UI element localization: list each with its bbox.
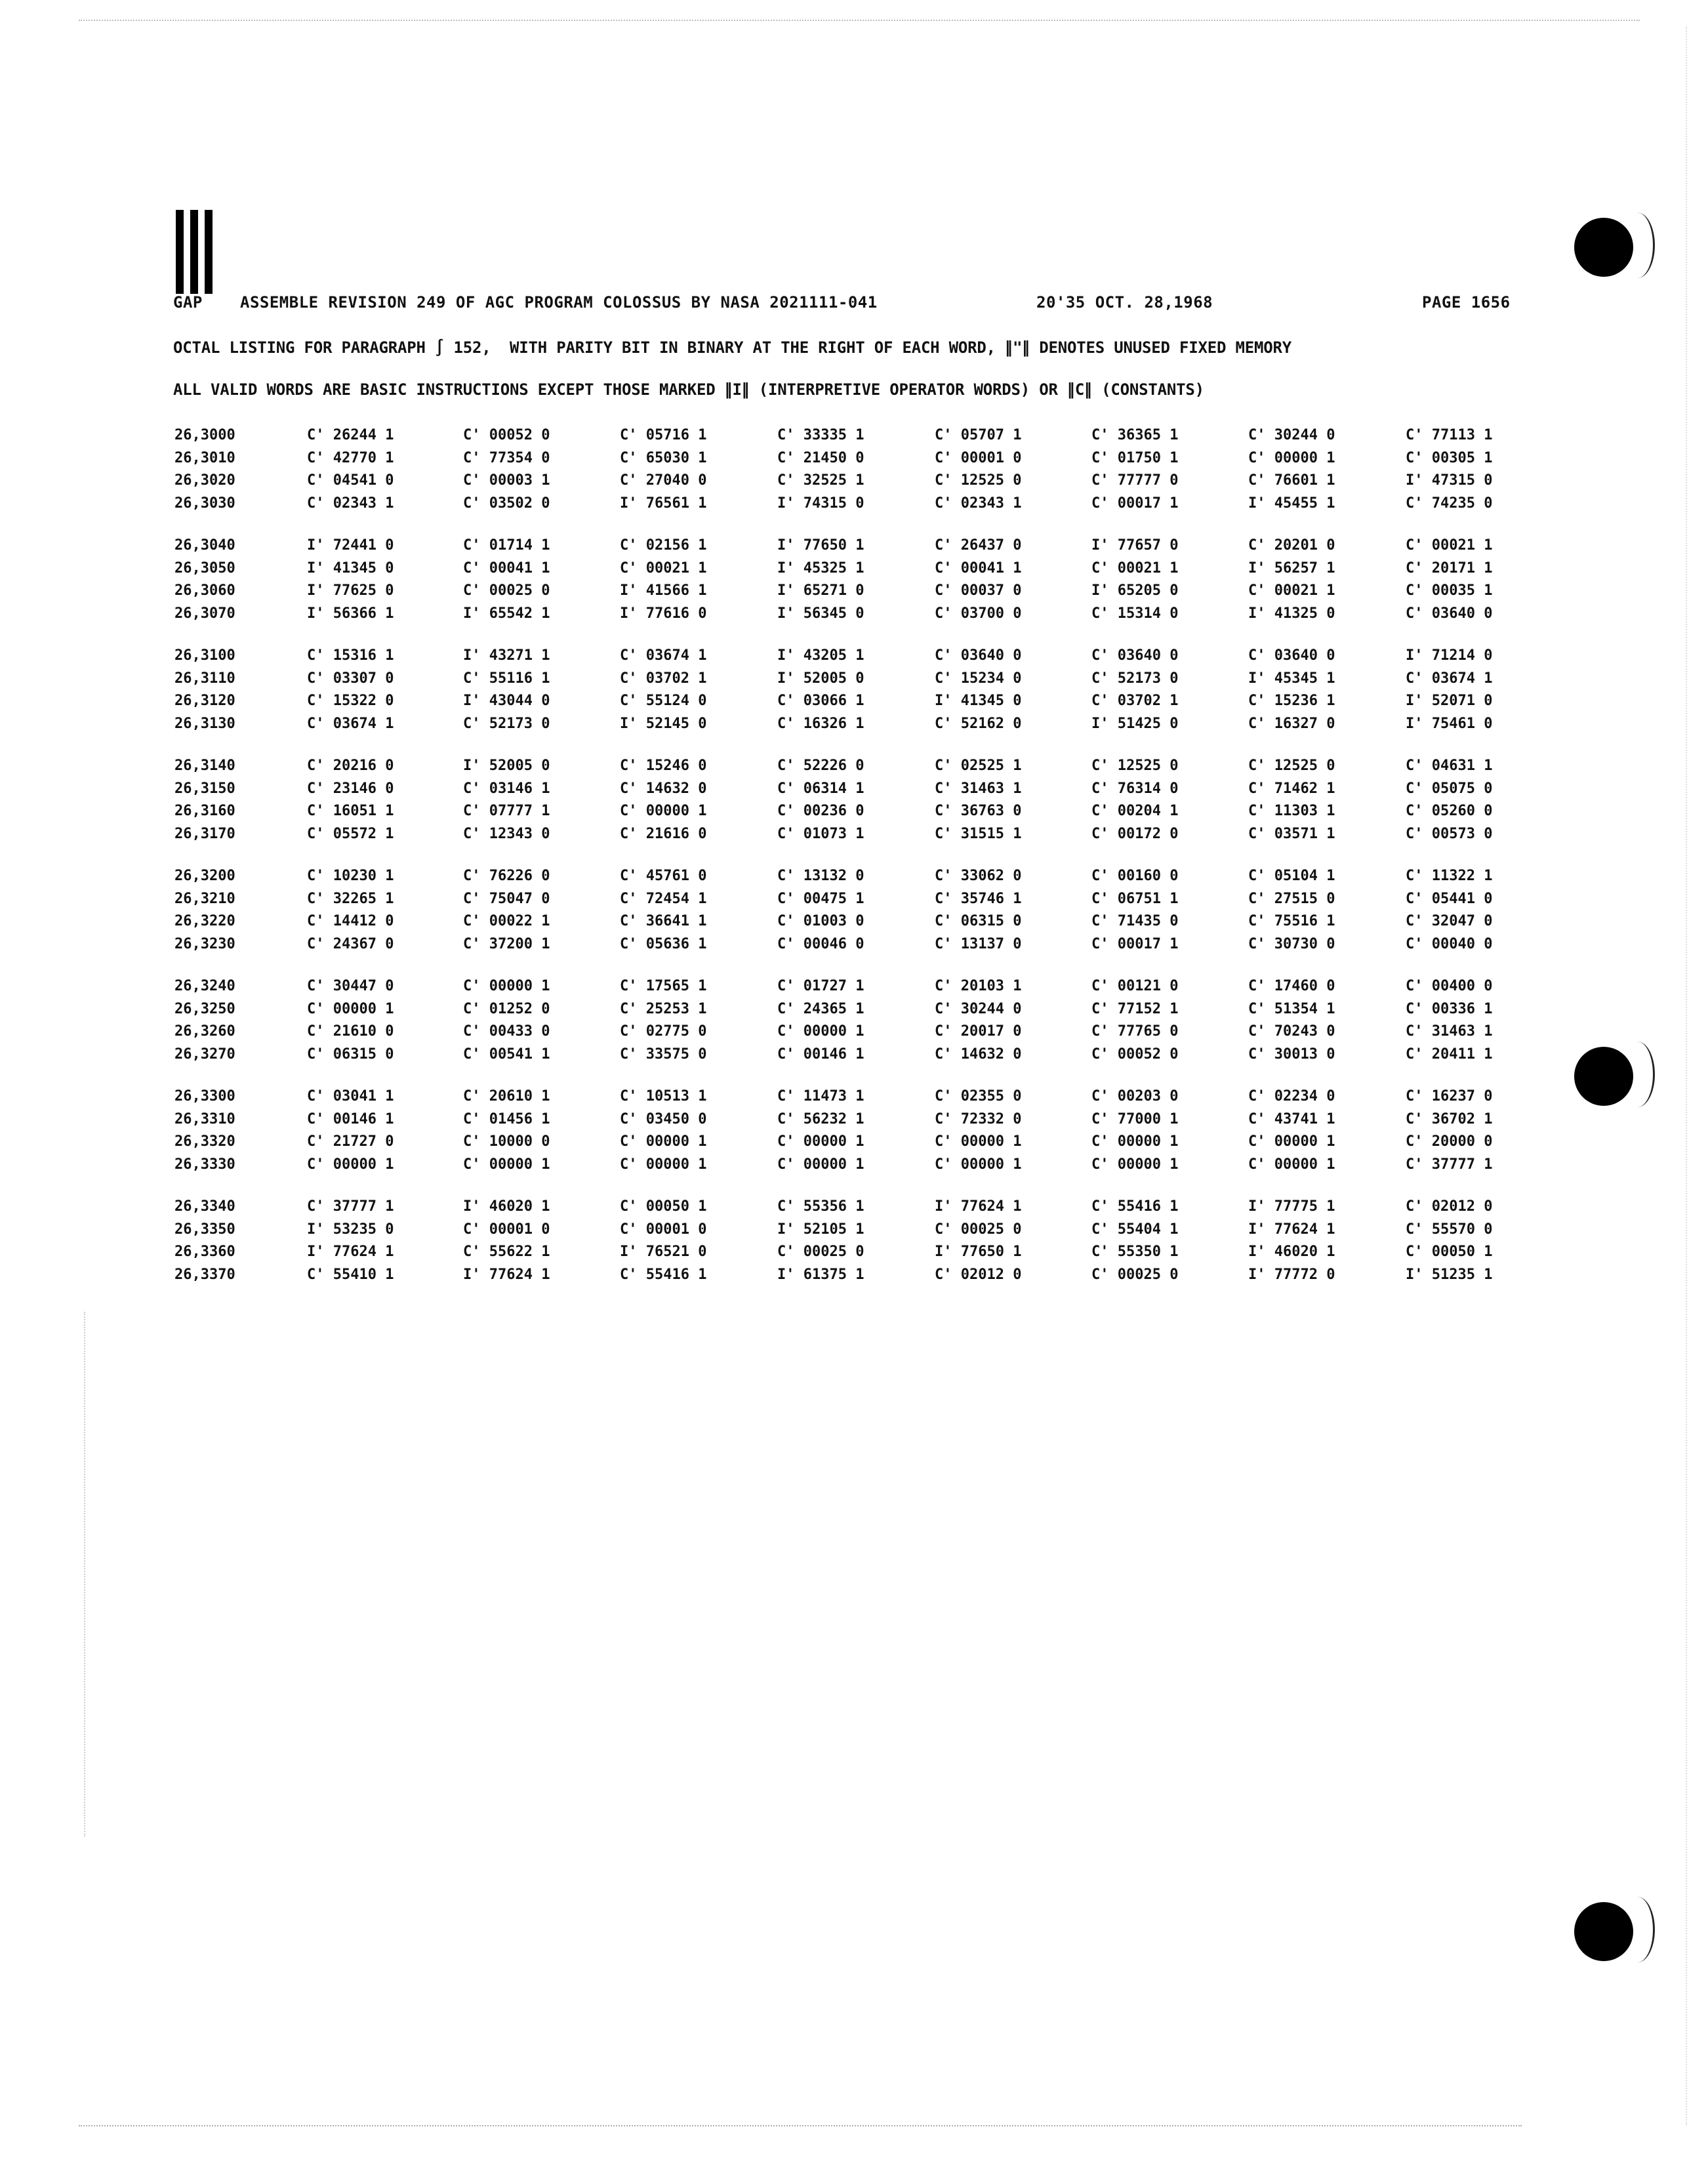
octal-word: C' 00025 0 <box>463 582 550 599</box>
octal-word: C' 77000 1 <box>1091 1110 1179 1127</box>
octal-word: I' 77616 0 <box>620 605 707 622</box>
octal-word: I' 52105 1 <box>777 1221 864 1238</box>
octal-word: C' 00541 1 <box>463 1045 550 1063</box>
octal-word: C' 00000 1 <box>1091 1156 1179 1173</box>
octal-word: C' 00017 1 <box>1091 935 1179 952</box>
octal-word: C' 12343 0 <box>463 825 550 842</box>
octal-word: C' 72332 0 <box>935 1110 1022 1127</box>
octal-word: C' 20000 0 <box>1406 1133 1493 1150</box>
listing-legend: ALL VALID WORDS ARE BASIC INSTRUCTIONS EXCEPT THOSE MARKED ∥I∥ (INTERPRETIVE OPERATOR WORDS) OR ∥C∥ (CONSTANTS) <box>173 380 1204 399</box>
octal-word: C' 27515 0 <box>1248 890 1335 907</box>
octal-word: C' 52162 0 <box>935 715 1022 732</box>
octal-word: I' 52005 0 <box>463 758 550 774</box>
address-label: 26,3210 <box>174 890 235 907</box>
octal-word: C' 00000 1 <box>620 1133 707 1150</box>
octal-word: C' 02343 1 <box>935 495 1022 512</box>
page-number: PAGE 1656 <box>1422 293 1511 312</box>
octal-word: C' 03674 1 <box>620 647 707 664</box>
octal-word: C' 06315 0 <box>307 1045 394 1063</box>
octal-word: C' 05104 1 <box>1248 868 1335 884</box>
octal-word: I' 77650 1 <box>777 537 864 554</box>
octal-word: C' 21727 0 <box>307 1133 394 1150</box>
octal-word: I' 65542 1 <box>463 605 550 622</box>
header-code: GAP <box>173 293 203 312</box>
octal-word: C' 33575 0 <box>620 1045 707 1063</box>
octal-word: C' 03502 0 <box>463 495 550 512</box>
octal-word: C' 02775 0 <box>620 1023 707 1040</box>
octal-word: C' 36365 1 <box>1091 427 1179 443</box>
octal-word: C' 77113 1 <box>1406 427 1493 443</box>
octal-word: I' 56366 1 <box>307 605 394 622</box>
octal-word: C' 25253 1 <box>620 1000 707 1017</box>
assembly-date: 20'35 OCT. 28,1968 <box>1036 293 1213 312</box>
octal-word: C' 30013 0 <box>1248 1045 1335 1063</box>
octal-word: C' 02525 1 <box>935 758 1022 774</box>
octal-word: I' 77624 1 <box>463 1266 550 1283</box>
listing-description: OCTAL LISTING FOR PARAGRAPH ∫ 152, WITH PARITY BIT IN BINARY AT THE RIGHT OF EACH WORD, ∥"∥ DENOTES UNUSED FIXED MEMORY <box>173 338 1292 357</box>
octal-word: C' 02012 0 <box>935 1266 1022 1283</box>
octal-word: C' 27040 0 <box>620 472 707 489</box>
octal-word: C' 00025 0 <box>935 1221 1022 1238</box>
octal-word: C' 07777 1 <box>463 803 550 820</box>
octal-word: C' 05441 0 <box>1406 890 1493 907</box>
octal-word: C' 00000 1 <box>1248 449 1335 466</box>
octal-word: C' 16326 1 <box>777 715 864 732</box>
octal-word: C' 77152 1 <box>1091 1000 1179 1017</box>
octal-word: I' 43044 0 <box>463 693 550 710</box>
octal-word: C' 13132 0 <box>777 868 864 884</box>
octal-word: I' 71214 0 <box>1406 647 1493 664</box>
octal-word: C' 03702 1 <box>1091 693 1179 710</box>
address-label: 26,3330 <box>174 1156 235 1173</box>
octal-word: C' 77354 0 <box>463 449 550 466</box>
octal-word: C' 00000 1 <box>463 1156 550 1173</box>
octal-word: C' 00003 1 <box>463 472 550 489</box>
address-label: 26,3320 <box>174 1133 235 1150</box>
octal-word: C' 01073 1 <box>777 825 864 842</box>
octal-word: C' 55116 1 <box>463 670 550 687</box>
octal-word: C' 15316 1 <box>307 647 394 664</box>
octal-word: C' 00050 1 <box>620 1198 707 1215</box>
octal-word: C' 30447 0 <box>307 978 394 994</box>
address-label: 26,3120 <box>174 693 235 710</box>
octal-word: I' 45455 1 <box>1248 495 1335 512</box>
octal-word: C' 05260 0 <box>1406 803 1493 820</box>
octal-word: C' 32047 0 <box>1406 913 1493 930</box>
octal-word: C' 05075 0 <box>1406 780 1493 797</box>
octal-word: C' 20103 1 <box>935 978 1022 994</box>
octal-word: C' 00050 1 <box>1406 1244 1493 1261</box>
address-label: 26,3170 <box>174 825 235 842</box>
octal-word: C' 77765 0 <box>1091 1023 1179 1040</box>
octal-word: C' 30244 0 <box>1248 427 1335 443</box>
octal-word: I' 41345 0 <box>307 559 394 577</box>
octal-word: C' 55350 1 <box>1091 1244 1179 1261</box>
octal-word: C' 00336 1 <box>1406 1000 1493 1017</box>
address-label: 26,3300 <box>174 1088 235 1105</box>
octal-word: C' 00000 1 <box>1248 1133 1335 1150</box>
octal-word: C' 03674 1 <box>307 715 394 732</box>
octal-word: C' 02234 0 <box>1248 1088 1335 1105</box>
octal-word: C' 74235 0 <box>1406 495 1493 512</box>
octal-word: C' 30730 0 <box>1248 935 1335 952</box>
octal-word: C' 00000 1 <box>777 1133 864 1150</box>
octal-word: C' 00305 1 <box>1406 449 1493 466</box>
octal-word: C' 35746 1 <box>935 890 1022 907</box>
octal-word: C' 06751 1 <box>1091 890 1179 907</box>
octal-word: C' 36641 1 <box>620 913 707 930</box>
address-label: 26,3130 <box>174 715 235 732</box>
octal-word: C' 31463 1 <box>935 780 1022 797</box>
octal-word: C' 00021 1 <box>1406 537 1493 554</box>
octal-word: C' 26437 0 <box>935 537 1022 554</box>
octal-word: C' 11303 1 <box>1248 803 1335 820</box>
octal-word: I' 56345 0 <box>777 605 864 622</box>
octal-word: C' 13137 0 <box>935 935 1022 952</box>
octal-word: C' 43741 1 <box>1248 1110 1335 1127</box>
address-label: 26,3270 <box>174 1045 235 1063</box>
octal-word: I' 45345 1 <box>1248 670 1335 687</box>
octal-word: C' 16051 1 <box>307 803 394 820</box>
octal-word: C' 00000 1 <box>777 1156 864 1173</box>
octal-word: I' 51425 0 <box>1091 715 1179 732</box>
octal-word: C' 00475 1 <box>777 890 864 907</box>
octal-word: C' 11322 1 <box>1406 868 1493 884</box>
octal-word: C' 42770 1 <box>307 449 394 466</box>
address-label: 26,3310 <box>174 1110 235 1127</box>
octal-word: I' 77625 0 <box>307 582 394 599</box>
address-label: 26,3260 <box>174 1023 235 1040</box>
octal-word: C' 00000 1 <box>620 803 707 820</box>
octal-word: I' 76521 0 <box>620 1244 707 1261</box>
octal-word: C' 20171 1 <box>1406 559 1493 577</box>
octal-word: C' 36763 0 <box>935 803 1022 820</box>
octal-word: C' 00146 1 <box>777 1045 864 1063</box>
octal-word: C' 20017 0 <box>935 1023 1022 1040</box>
address-label: 26,3250 <box>174 1000 235 1017</box>
octal-word: C' 01750 1 <box>1091 449 1179 466</box>
octal-word: C' 03307 0 <box>307 670 394 687</box>
octal-word: C' 00000 1 <box>463 978 550 994</box>
octal-word: C' 03674 1 <box>1406 670 1493 687</box>
octal-word: C' 01003 0 <box>777 913 864 930</box>
octal-word: C' 71462 1 <box>1248 780 1335 797</box>
octal-word: C' 55570 0 <box>1406 1221 1493 1238</box>
octal-word: C' 03450 0 <box>620 1110 707 1127</box>
octal-word: I' 53235 0 <box>307 1221 394 1238</box>
octal-word: C' 00001 0 <box>935 449 1022 466</box>
octal-word: C' 00204 1 <box>1091 803 1179 820</box>
octal-word: C' 15236 1 <box>1248 693 1335 710</box>
octal-word: C' 04541 0 <box>307 472 394 489</box>
octal-word: C' 02012 0 <box>1406 1198 1493 1215</box>
octal-word: C' 00025 0 <box>1091 1266 1179 1283</box>
octal-word: C' 02343 1 <box>307 495 394 512</box>
octal-word: C' 21610 0 <box>307 1023 394 1040</box>
octal-word: C' 00041 1 <box>935 559 1022 577</box>
octal-word: C' 12525 0 <box>935 472 1022 489</box>
octal-word: C' 03640 0 <box>1248 647 1335 664</box>
octal-word: C' 00040 0 <box>1406 935 1493 952</box>
octal-word: C' 30244 0 <box>935 1000 1022 1017</box>
octal-word: I' 52145 0 <box>620 715 707 732</box>
octal-word: C' 33062 0 <box>935 868 1022 884</box>
octal-word: C' 52226 0 <box>777 758 864 774</box>
octal-word: I' 77657 0 <box>1091 537 1179 554</box>
octal-word: C' 37777 1 <box>307 1198 394 1215</box>
address-label: 26,3340 <box>174 1198 235 1215</box>
octal-word: C' 16327 0 <box>1248 715 1335 732</box>
octal-word: C' 03640 0 <box>1091 647 1179 664</box>
octal-word: C' 00000 1 <box>307 1156 394 1173</box>
octal-word: C' 23146 0 <box>307 780 394 797</box>
octal-word: I' 41566 1 <box>620 582 707 599</box>
octal-word: C' 00236 0 <box>777 803 864 820</box>
address-label: 26,3100 <box>174 647 235 664</box>
octal-word: I' 77624 1 <box>307 1244 394 1261</box>
octal-word: C' 15314 0 <box>1091 605 1179 622</box>
octal-word: C' 02156 1 <box>620 537 707 554</box>
octal-word: C' 75516 1 <box>1248 913 1335 930</box>
octal-word: C' 03702 1 <box>620 670 707 687</box>
octal-word: C' 45761 0 <box>620 868 707 884</box>
octal-word: C' 37200 1 <box>463 935 550 952</box>
octal-word: C' 14412 0 <box>307 913 394 930</box>
address-label: 26,3160 <box>174 803 235 820</box>
octal-word: I' 51235 1 <box>1406 1266 1493 1283</box>
octal-word: C' 10000 0 <box>463 1133 550 1150</box>
address-label: 26,3030 <box>174 495 235 512</box>
octal-word: C' 15246 0 <box>620 758 707 774</box>
octal-word: C' 01456 1 <box>463 1110 550 1127</box>
octal-word: I' 47315 0 <box>1406 472 1493 489</box>
octal-word: C' 00037 0 <box>935 582 1022 599</box>
octal-word: C' 55622 1 <box>463 1244 550 1261</box>
octal-word: C' 72454 1 <box>620 890 707 907</box>
octal-word: C' 75047 0 <box>463 890 550 907</box>
octal-word: C' 00046 0 <box>777 935 864 952</box>
octal-word: C' 65030 1 <box>620 449 707 466</box>
address-label: 26,3230 <box>174 935 235 952</box>
octal-word: C' 31463 1 <box>1406 1023 1493 1040</box>
octal-word: I' 75461 0 <box>1406 715 1493 732</box>
octal-word: C' 03041 1 <box>307 1088 394 1105</box>
octal-word: C' 03066 1 <box>777 693 864 710</box>
octal-word: C' 10513 1 <box>620 1088 707 1105</box>
octal-word: C' 15234 0 <box>935 670 1022 687</box>
address-label: 26,3070 <box>174 605 235 622</box>
octal-word: C' 55410 1 <box>307 1266 394 1283</box>
octal-word: C' 76601 1 <box>1248 472 1335 489</box>
octal-word: I' 41345 0 <box>935 693 1022 710</box>
octal-word: C' 00000 1 <box>1248 1156 1335 1173</box>
octal-word: C' 03700 0 <box>935 605 1022 622</box>
octal-word: I' 77650 1 <box>935 1244 1022 1261</box>
octal-word: C' 06315 0 <box>935 913 1022 930</box>
address-label: 26,3200 <box>174 868 235 884</box>
octal-word: I' 52005 0 <box>777 670 864 687</box>
octal-word: C' 56232 1 <box>777 1110 864 1127</box>
octal-word: C' 14632 0 <box>935 1045 1022 1063</box>
address-label: 26,3110 <box>174 670 235 687</box>
octal-word: C' 00035 1 <box>1406 582 1493 599</box>
octal-word: C' 24367 0 <box>307 935 394 952</box>
octal-word: C' 70243 0 <box>1248 1023 1335 1040</box>
octal-word: C' 00203 0 <box>1091 1088 1179 1105</box>
octal-word: C' 00000 1 <box>777 1023 864 1040</box>
address-label: 26,3020 <box>174 472 235 489</box>
octal-word: C' 00172 0 <box>1091 825 1179 842</box>
octal-word: C' 05636 1 <box>620 935 707 952</box>
octal-word: C' 14632 0 <box>620 780 707 797</box>
octal-word: C' 00017 1 <box>1091 495 1179 512</box>
octal-word: C' 36702 1 <box>1406 1110 1493 1127</box>
address-label: 26,3240 <box>174 978 235 994</box>
octal-word: I' 45325 1 <box>777 559 864 577</box>
octal-word: C' 37777 1 <box>1406 1156 1493 1173</box>
assembly-title: ASSEMBLE REVISION 249 OF AGC PROGRAM COLOSSUS BY NASA 2021111-041 <box>240 293 878 312</box>
octal-word: C' 00021 1 <box>1091 559 1179 577</box>
address-label: 26,3060 <box>174 582 235 599</box>
octal-word: C' 00433 0 <box>463 1023 550 1040</box>
octal-word: C' 00041 1 <box>463 559 550 577</box>
octal-word: C' 52173 0 <box>1091 670 1179 687</box>
octal-word: C' 00160 0 <box>1091 868 1179 884</box>
octal-word: I' 46020 1 <box>463 1198 550 1215</box>
octal-word: I' 43271 1 <box>463 647 550 664</box>
octal-word: C' 55416 1 <box>620 1266 707 1283</box>
address-label: 26,3140 <box>174 758 235 774</box>
octal-word: I' 72441 0 <box>307 537 394 554</box>
octal-word: I' 43205 1 <box>777 647 864 664</box>
octal-word: C' 12525 0 <box>1248 758 1335 774</box>
octal-word: I' 61375 1 <box>777 1266 864 1283</box>
octal-word: C' 06314 1 <box>777 780 864 797</box>
address-label: 26,3360 <box>174 1244 235 1261</box>
octal-word: C' 00000 1 <box>935 1133 1022 1150</box>
octal-word: C' 17565 1 <box>620 978 707 994</box>
octal-word: I' 76561 1 <box>620 495 707 512</box>
octal-word: I' 77624 1 <box>935 1198 1022 1215</box>
octal-word: C' 20411 1 <box>1406 1045 1493 1063</box>
octal-word: C' 55124 0 <box>620 693 707 710</box>
octal-word: I' 77624 1 <box>1248 1221 1335 1238</box>
octal-word: C' 00001 0 <box>620 1221 707 1238</box>
octal-word: C' 00021 1 <box>1248 582 1335 599</box>
octal-word: C' 00000 1 <box>1091 1133 1179 1150</box>
octal-word: C' 00000 1 <box>935 1156 1022 1173</box>
octal-word: C' 51354 1 <box>1248 1000 1335 1017</box>
octal-word: C' 00000 1 <box>307 1000 394 1017</box>
address-label: 26,3350 <box>174 1221 235 1238</box>
octal-word: C' 55404 1 <box>1091 1221 1179 1238</box>
octal-word: C' 03146 1 <box>463 780 550 797</box>
octal-word: C' 15322 0 <box>307 693 394 710</box>
octal-word: C' 76226 0 <box>463 868 550 884</box>
octal-word: C' 76314 0 <box>1091 780 1179 797</box>
address-label: 26,3040 <box>174 537 235 554</box>
octal-word: C' 00052 0 <box>1091 1045 1179 1063</box>
octal-word: C' 10230 1 <box>307 868 394 884</box>
octal-word: C' 03640 0 <box>1406 605 1493 622</box>
octal-word: C' 01252 0 <box>463 1000 550 1017</box>
octal-word: I' 52071 0 <box>1406 693 1493 710</box>
octal-word: C' 00001 0 <box>463 1221 550 1238</box>
octal-word: I' 65205 0 <box>1091 582 1179 599</box>
octal-word: C' 04631 1 <box>1406 758 1493 774</box>
octal-word: C' 71435 0 <box>1091 913 1179 930</box>
octal-word: C' 20610 1 <box>463 1088 550 1105</box>
octal-word: C' 16237 0 <box>1406 1088 1493 1105</box>
octal-word: C' 02355 0 <box>935 1088 1022 1105</box>
octal-word: C' 00146 1 <box>307 1110 394 1127</box>
address-label: 26,3220 <box>174 913 235 930</box>
octal-word: C' 00025 0 <box>777 1244 864 1261</box>
octal-word: C' 00022 1 <box>463 913 550 930</box>
address-label: 26,3050 <box>174 559 235 577</box>
address-label: 26,3370 <box>174 1266 235 1283</box>
octal-word: C' 17460 0 <box>1248 978 1335 994</box>
octal-word: C' 03571 1 <box>1248 825 1335 842</box>
octal-word: C' 24365 1 <box>777 1000 864 1017</box>
octal-word: C' 20216 0 <box>307 758 394 774</box>
octal-word: C' 00021 1 <box>620 559 707 577</box>
octal-word: C' 05707 1 <box>935 427 1022 443</box>
octal-word: C' 21450 0 <box>777 449 864 466</box>
octal-word: C' 55356 1 <box>777 1198 864 1215</box>
octal-word: C' 77777 0 <box>1091 472 1179 489</box>
octal-word: C' 33335 1 <box>777 427 864 443</box>
octal-word: C' 20201 0 <box>1248 537 1335 554</box>
address-label: 26,3150 <box>174 780 235 797</box>
octal-word: C' 26244 1 <box>307 427 394 443</box>
octal-word: C' 21616 0 <box>620 825 707 842</box>
octal-word: I' 41325 0 <box>1248 605 1335 622</box>
octal-word: C' 01714 1 <box>463 537 550 554</box>
octal-word: C' 05716 1 <box>620 427 707 443</box>
octal-word: C' 55416 1 <box>1091 1198 1179 1215</box>
octal-word: C' 12525 0 <box>1091 758 1179 774</box>
octal-word: C' 00400 0 <box>1406 978 1493 994</box>
octal-word: I' 46020 1 <box>1248 1244 1335 1261</box>
octal-word: I' 77775 1 <box>1248 1198 1335 1215</box>
octal-word: C' 01727 1 <box>777 978 864 994</box>
octal-word: C' 00000 1 <box>620 1156 707 1173</box>
octal-word: I' 56257 1 <box>1248 559 1335 577</box>
octal-word: I' 74315 0 <box>777 495 864 512</box>
octal-word: I' 77772 0 <box>1248 1266 1335 1283</box>
octal-word: C' 32265 1 <box>307 890 394 907</box>
octal-word: C' 00121 0 <box>1091 978 1179 994</box>
octal-word: I' 65271 0 <box>777 582 864 599</box>
address-label: 26,3000 <box>174 427 235 443</box>
octal-word: C' 32525 1 <box>777 472 864 489</box>
octal-word: C' 31515 1 <box>935 825 1022 842</box>
octal-word: C' 52173 0 <box>463 715 550 732</box>
octal-word: C' 03640 0 <box>935 647 1022 664</box>
address-label: 26,3010 <box>174 449 235 466</box>
octal-word: C' 11473 1 <box>777 1088 864 1105</box>
octal-word: C' 05572 1 <box>307 825 394 842</box>
octal-word: C' 00052 0 <box>463 427 550 443</box>
octal-word: C' 00573 0 <box>1406 825 1493 842</box>
